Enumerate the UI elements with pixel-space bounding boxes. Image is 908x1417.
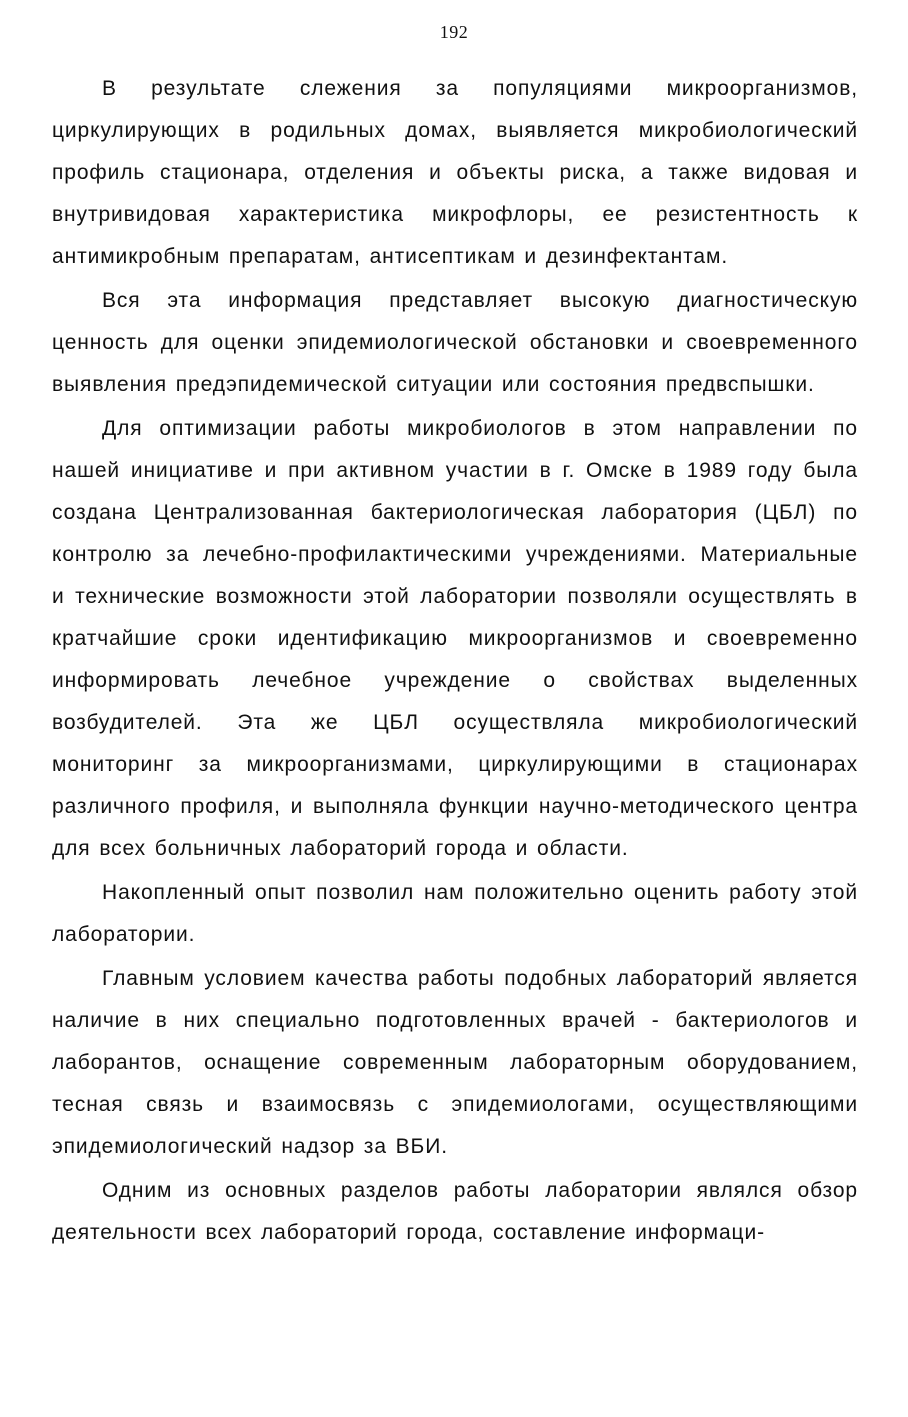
paragraph: Для оптимизации работы микробиологов в этом направлении по нашей инициативе и при активном участии в г. Омске в 1989 году была создана Централизованная бактериологическая лаборатория (ЦБЛ) по контролю за лечебно-профилактическими учреждениями. Материальные и технические возможности этой лаборатории позволяли осуществлять в кратчайшие сроки идентификацию микроорганизмов и своевременно информировать лечебное учреждение о свойствах выделенных возбудителей. Эта же ЦБЛ осуществляла микробиологический мониторинг за микроорганизмами, циркулирующими в стационарах различного профиля, и выполняла функции научно-методического центра для всех больничных лабораторий города и области. bbox=[52, 417, 858, 860]
paragraph: Главным условием качества работы подобных лабораторий является наличие в них специально подготовленных врачей - бактериологов и лаборантов, оснащение современным лабораторным оборудованием, тесная связь и взаимосвязь с эпидемиологами, осуществляющими эпидемиологический надзор за ВБИ. bbox=[52, 967, 858, 1158]
body-text bbox=[52, 68, 858, 1256]
page-number: 192 bbox=[439, 22, 469, 42]
paragraph: В результате слежения за популяциями микроорганизмов, циркулирующих в родильных домах, выявляется микробиологический профиль стационара, отделения и объекты риска, а также видовая и внутривидовая характеристика микрофлоры, ее резистентность к антимикробным препаратам, антисептикам и дезинфектантам. bbox=[52, 77, 858, 268]
paragraph: Вся эта информация представляет высокую диагностическую ценность для оценки эпидемиологической обстановки и своевременного выявления предэпидемической ситуации или состояния предвспышки. bbox=[52, 289, 858, 396]
paragraph: Одним из основных разделов работы лаборатории являлся обзор деятельности всех лабораторий города, составление информаци- bbox=[52, 1179, 858, 1244]
paragraph: Накопленный опыт позволил нам положительно оценить работу этой лаборатории. bbox=[52, 881, 858, 946]
